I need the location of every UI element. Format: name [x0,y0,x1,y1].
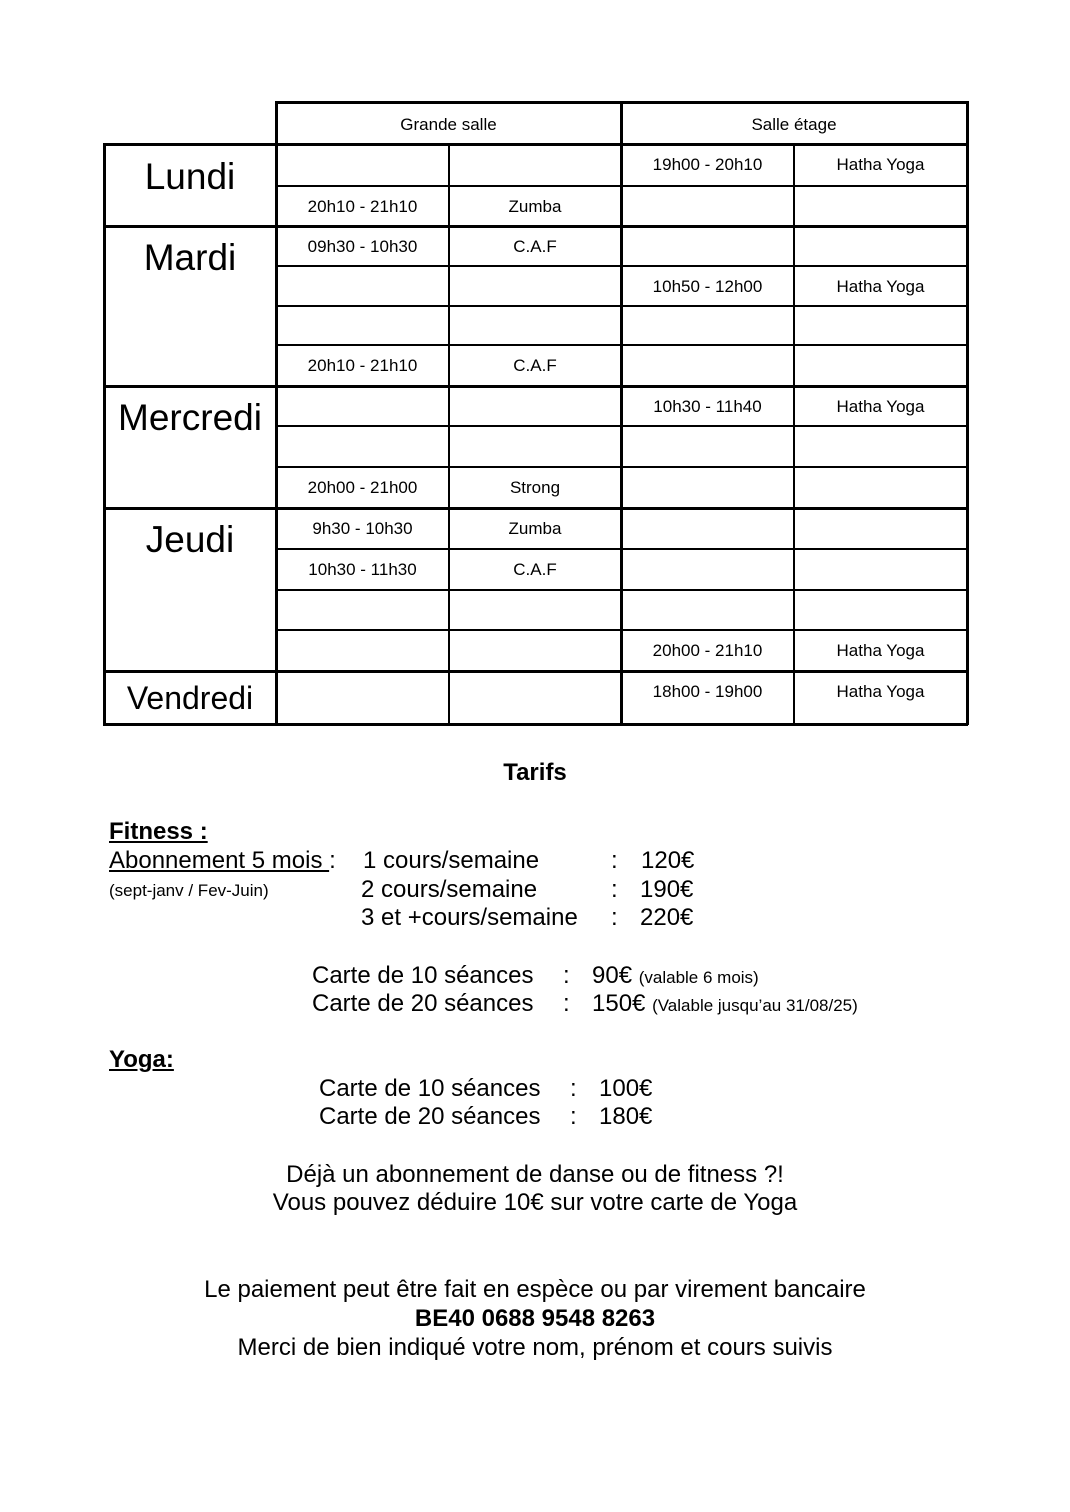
yoga-card-label: Carte de 10 séances [319,1075,541,1102]
course-name: Strong [509,478,561,497]
subscription-sep: : [611,904,618,931]
discount-line-1: Déjà un abonnement de danse ou de fitness ?! [286,1161,784,1188]
yoga-card-sep: : [570,1075,577,1102]
schedule-table [0,0,1070,730]
subscription-sep: : [611,876,618,903]
yoga-card-price: 180€ [599,1103,653,1130]
yoga-card-price: 100€ [599,1075,653,1102]
subscription-price: 190€ [640,876,694,903]
course-name: Zumba [508,197,562,216]
course-name: C.A.F [513,560,557,579]
table-border [103,143,968,146]
table-border [103,507,968,510]
fitness-card-price: 90€ [592,962,633,989]
day-label: Jeudi [145,519,235,560]
time-slot: 9h30 - 10h30 [312,519,413,538]
table-border [966,143,969,725]
subscription-label: 2 cours/semaine [361,876,538,903]
table-border [275,144,278,724]
column-header-grande-salle: Grande salle [400,115,497,134]
time-slot: 19h00 - 20h10 [652,155,763,174]
yoga-heading: Yoga: [109,1046,174,1073]
fitness-heading: Fitness : [109,818,208,845]
table-border [103,723,968,726]
abonnement-line [109,849,336,873]
day-label: Lundi [144,156,236,197]
subscription-price: 220€ [640,904,694,931]
day-label: Mardi [143,237,237,278]
payment-line-1: Le paiement peut être fait en espèce ou par virement bancaire [204,1276,866,1303]
table-border [103,670,968,673]
time-slot: 10h30 - 11h30 [308,560,417,579]
fitness-card-price-line [592,992,858,1016]
fitness-card-price: 150€ [592,990,646,1017]
discount-line-2: Vous pouvez déduire 10€ sur votre carte de Yoga [272,1189,798,1216]
abonnement-colon: : [329,847,336,874]
table-border [103,385,968,388]
course-name: Hatha Yoga [836,682,925,701]
day-label: Vendredi [126,680,254,716]
time-slot: 10h50 - 12h00 [652,277,763,296]
payment-iban: BE40 0688 9548 8263 [414,1305,656,1332]
fitness-card-label: Carte de 10 séances [312,962,534,989]
tarifs-title: Tarifs [503,759,567,786]
course-name: Hatha Yoga [836,155,925,174]
time-slot: 09h30 - 10h30 [307,237,418,256]
table-border [793,144,795,724]
yoga-card-sep: : [570,1103,577,1130]
fitness-card-sep: : [563,990,570,1017]
table-border [448,144,450,724]
time-slot: 20h10 - 21h10 [307,197,418,216]
yoga-card-label: Carte de 20 séances [319,1103,541,1130]
subscription-label: 1 cours/semaine [363,847,540,874]
time-slot: 20h10 - 21h10 [307,356,418,375]
table-border [620,144,623,724]
fitness-card-sep: : [563,962,570,989]
payment-line-3: Merci de bien indiqué votre nom, prénom et cours suivis [237,1334,833,1361]
abonnement-label: Abonnement 5 mois [109,847,330,874]
fitness-card-price-line [592,964,759,988]
course-name: Hatha Yoga [836,277,925,296]
time-slot: 10h30 - 11h40 [653,397,762,416]
fitness-card-note: (Valable jusqu’au 31/08/25) [652,996,858,1015]
course-name: C.A.F [513,356,557,375]
subscription-label: 3 et +cours/semaine [361,904,578,931]
table-border [103,225,968,228]
time-slot: 20h00 - 21h00 [307,478,418,497]
course-name: Hatha Yoga [836,641,925,660]
time-slot: 18h00 - 19h00 [652,682,763,701]
period-note: (sept-janv / Fev-Juin) [109,881,269,900]
course-name: Zumba [508,519,562,538]
subscription-price: 120€ [641,847,695,874]
time-slot: 20h00 - 21h10 [652,641,763,660]
column-header-salle-etage: Salle étage [751,115,837,134]
fitness-card-label: Carte de 20 séances [312,990,534,1017]
fitness-card-note: (valable 6 mois) [638,968,759,987]
course-name: Hatha Yoga [836,397,925,416]
course-name: C.A.F [513,237,557,256]
day-label: Mercredi [118,397,262,438]
subscription-sep: : [611,847,618,874]
